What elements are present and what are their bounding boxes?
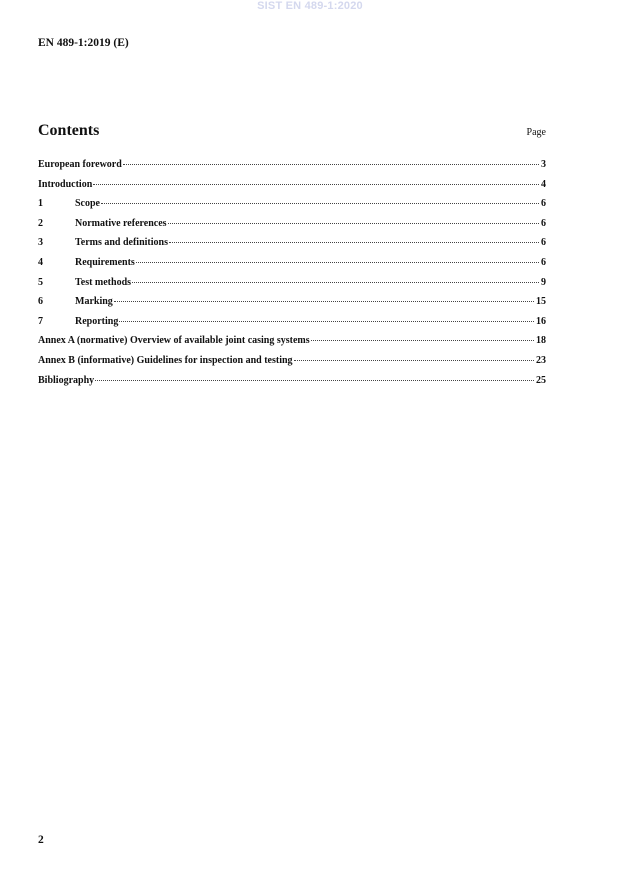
toc-number: 3: [38, 237, 43, 249]
toc-page: 6: [541, 217, 546, 229]
toc-title: Introduction: [38, 178, 93, 190]
dot-leader: [311, 330, 534, 341]
toc-entry-bibliography[interactable]: [38, 372, 546, 392]
toc-page: 4: [541, 178, 546, 190]
document-identifier: EN 489-1:2019 (E): [38, 37, 129, 49]
dot-leader: [136, 252, 539, 263]
toc-title: Test methods: [75, 276, 132, 288]
toc-title: Marking: [75, 296, 113, 308]
toc-title: Reporting: [75, 315, 119, 327]
page-column-label: Page: [526, 127, 546, 138]
toc-number: 6: [38, 296, 43, 308]
dot-leader: [169, 232, 539, 243]
toc-page: 23: [536, 354, 546, 366]
dot-leader: [294, 350, 534, 361]
toc-title: Terms and definitions: [75, 237, 168, 249]
toc-page: 25: [536, 374, 546, 386]
toc-page: 6: [541, 256, 546, 268]
dot-leader: [123, 154, 539, 165]
toc-title: Annex B (informative) Guidelines for inspection and testing: [38, 354, 293, 366]
dot-leader: [132, 272, 539, 283]
toc-title: European foreword: [38, 159, 122, 170]
toc-title: Normative references: [75, 217, 167, 229]
contents-heading: Contents: [38, 122, 100, 139]
toc-number: 2: [38, 217, 43, 229]
table-of-contents: [38, 156, 546, 391]
toc-title: Requirements: [75, 256, 135, 268]
toc-number: 7: [38, 315, 43, 327]
page-number: 2: [38, 834, 44, 846]
toc-page: 16: [536, 315, 546, 327]
toc-page: 15: [536, 296, 546, 308]
watermark: SIST EN 489-1:2020: [257, 0, 363, 12]
toc-title: Scope: [75, 198, 100, 210]
toc-page: 9: [541, 276, 546, 288]
toc-number: 4: [38, 256, 43, 268]
toc-title: Annex A (normative) Overview of available joint casing systems: [38, 335, 310, 347]
dot-leader: [93, 174, 539, 185]
toc-page: 3: [541, 159, 546, 170]
toc-page: 6: [541, 198, 546, 210]
dot-leader: [119, 311, 534, 322]
dot-leader: [95, 370, 534, 381]
toc-page: 6: [541, 237, 546, 249]
dot-leader: [101, 193, 539, 204]
dot-leader: [114, 291, 534, 302]
toc-title: Bibliography: [38, 374, 95, 386]
toc-number: 1: [38, 198, 43, 210]
dot-leader: [168, 213, 539, 224]
toc-page: 18: [536, 335, 546, 347]
toc-number: 5: [38, 276, 43, 288]
